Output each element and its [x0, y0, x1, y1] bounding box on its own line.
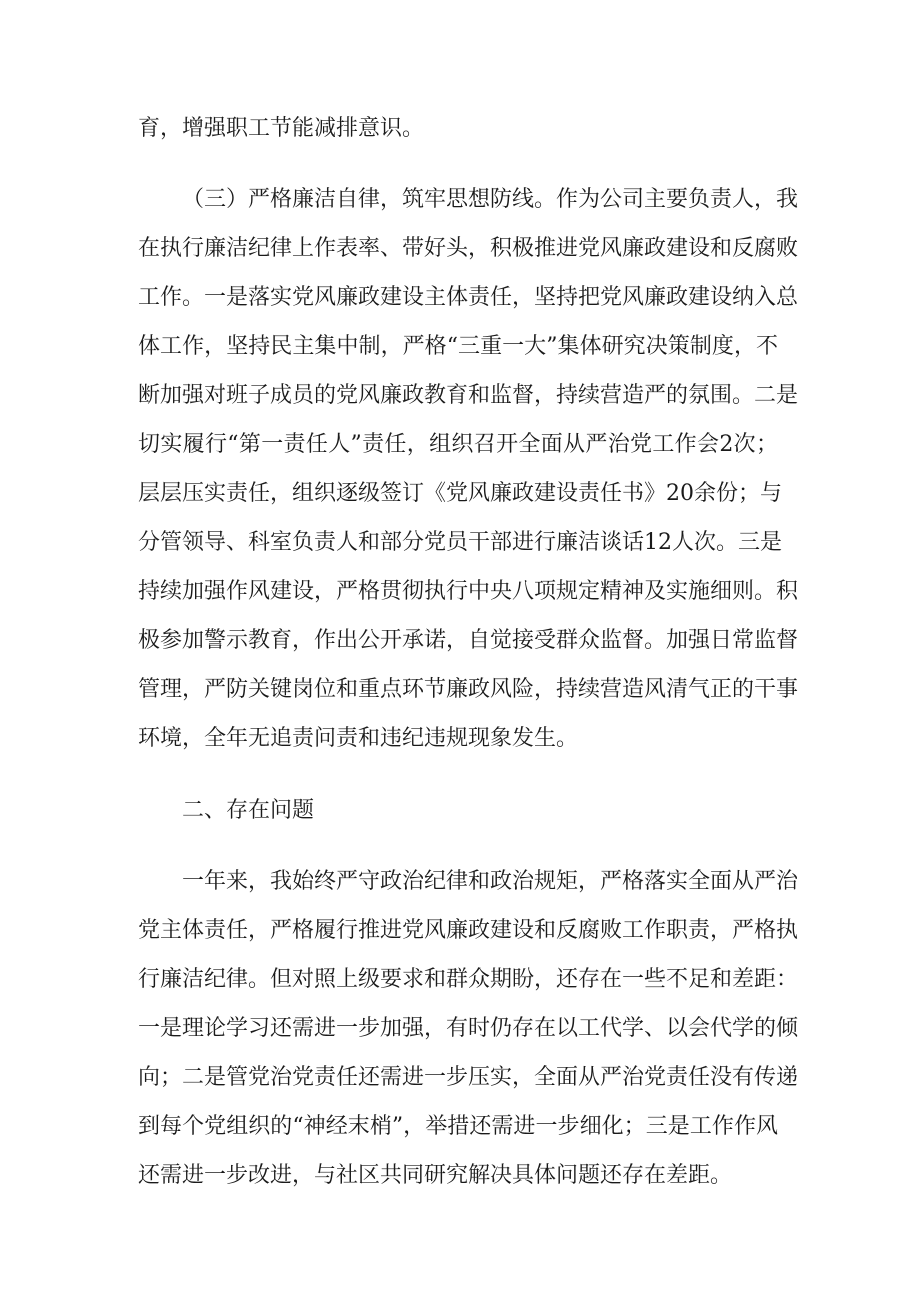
paragraph-line: 分管领导、科室负责人和部分党员干部进行廉洁谈话12人次。三是 [138, 530, 782, 555]
paragraph-line: 一年来，我始终严守政治纪律和政治规矩，严格落实全面从严治 [182, 869, 799, 894]
paragraph-line: 向；二是管党治党责任还需进一步压实，全面从严治党责任没有传递 [138, 1065, 799, 1090]
paragraph-line: 在执行廉洁纪律上作表率、带好头，积极推进党风廉政建设和反腐败 [138, 236, 799, 261]
paragraph-line: （三）严格廉洁自律，筑牢思想防线。作为公司主要负责人，我 [182, 187, 799, 212]
paragraph-line: 还需进一步改进，与社区共同研究解决具体问题还存在差距。 [138, 1163, 733, 1188]
paragraph-line: 切实履行“第一责任人”责任，组织召开全面从严治党工作会2次； [138, 432, 778, 457]
paragraph-line: 断加强对班子成员的党风廉政教育和监督，持续营造严的氛围。二是 [138, 383, 799, 408]
section-heading: 二、存在问题 [182, 798, 315, 823]
paragraph-line: 环境，全年无追责问责和违纪违规现象发生。 [138, 726, 579, 751]
paragraph-line: 层层压实责任，组织逐级签订《党风廉政建设责任书》20余份；与 [138, 481, 782, 506]
paragraph-line: 持续加强作风建设，严格贯彻执行中央八项规定精神及实施细则。积 [138, 579, 799, 604]
paragraph-line: 党主体责任，严格履行推进党风廉政建设和反腐败工作职责，严格执 [138, 918, 799, 943]
paragraph-line: 管理，严防关键岗位和重点环节廉政风险，持续营造风清气正的干事 [138, 677, 799, 702]
paragraph-line: 一是理论学习还需进一步加强，有时仍存在以工代学、以会代学的倾 [138, 1016, 799, 1041]
paragraph-line: 极参加警示教育，作出公开承诺，自觉接受群众监督。加强日常监督 [138, 628, 799, 653]
paragraph-line: 工作。一是落实党风廉政建设主体责任，坚持把党风廉政建设纳入总 [138, 285, 799, 310]
paragraph-line: 行廉洁纪律。但对照上级要求和群众期盼，还存在一些不足和差距： [138, 967, 799, 992]
paragraph-line: 育，增强职工节能减排意识。 [138, 116, 425, 141]
paragraph-line: 到每个党组织的“神经末梢”，举措还需进一步细化；三是工作作风 [138, 1114, 778, 1139]
paragraph-line: 体工作，坚持民主集中制，严格“三重一大”集体研究决策制度，不 [138, 334, 778, 359]
